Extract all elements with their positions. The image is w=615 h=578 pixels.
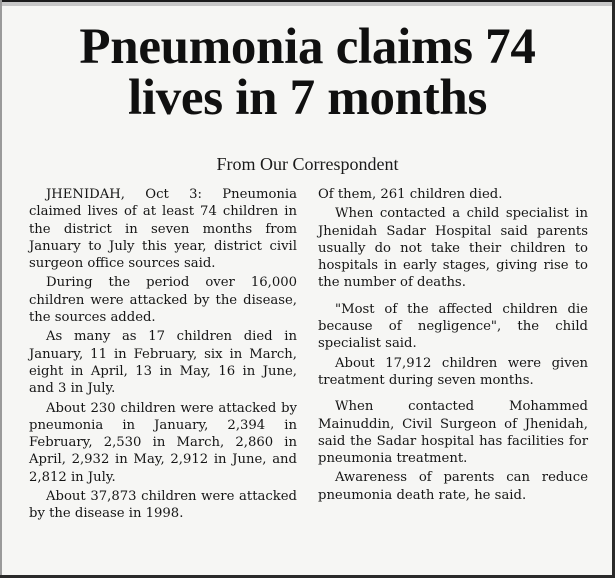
paragraph: JHENIDAH, Oct 3: Pneumonia claimed lives of at least 74 children in the district in seven months from January to July this year, district civil surgeon office sources said. bbox=[29, 187, 297, 272]
paragraph: About 230 children were attacked by pneumonia in January, 2,394 in February, 2,530 in March, 2,860 in April, 2,932 in May, 2,912 in June, and 2,812 in July. bbox=[29, 400, 297, 485]
paragraph: As many as 17 children died in January, 11 in February, six in March, eight in April, 13 in May, 16 in June, and 3 in July. bbox=[29, 329, 297, 397]
paragraph: During the period over 16,000 children were attacked by the disease, the sources added. bbox=[29, 275, 297, 326]
article-headline bbox=[0, 19, 615, 126]
paragraph: About 17,912 children were given treatment during seven months. bbox=[318, 355, 588, 388]
paragraph: When contacted a child specialist in Jhenidah Sadar Hospital said parents usually do not take their children to hospitals in early stages, giving rise to the number of deaths. bbox=[318, 206, 588, 291]
article-column-left bbox=[29, 186, 297, 525]
article-byline: From Our Correspondent bbox=[216, 154, 399, 174]
paragraph: "Most of the affected children die because of negligence", the child specialist said. bbox=[318, 301, 588, 352]
paragraph: Of them, 261 children died. bbox=[318, 187, 503, 202]
article-column-right bbox=[318, 186, 588, 506]
paragraph: When contacted Mohammed Mainuddin, Civil Surgeon of Jhenidah, said the Sadar hospital has facilities for pneumonia treatment. bbox=[318, 399, 588, 467]
paragraph: About 37,873 children were attacked by the disease in 1998. bbox=[29, 489, 297, 522]
paragraph: Awareness of parents can reduce pneumonia death rate, he said. bbox=[318, 470, 588, 503]
headline-line-1: Pneumonia claims 74 bbox=[79, 19, 536, 75]
headline-line-2: lives in 7 months bbox=[127, 70, 488, 126]
column-divider bbox=[307, 186, 308, 566]
